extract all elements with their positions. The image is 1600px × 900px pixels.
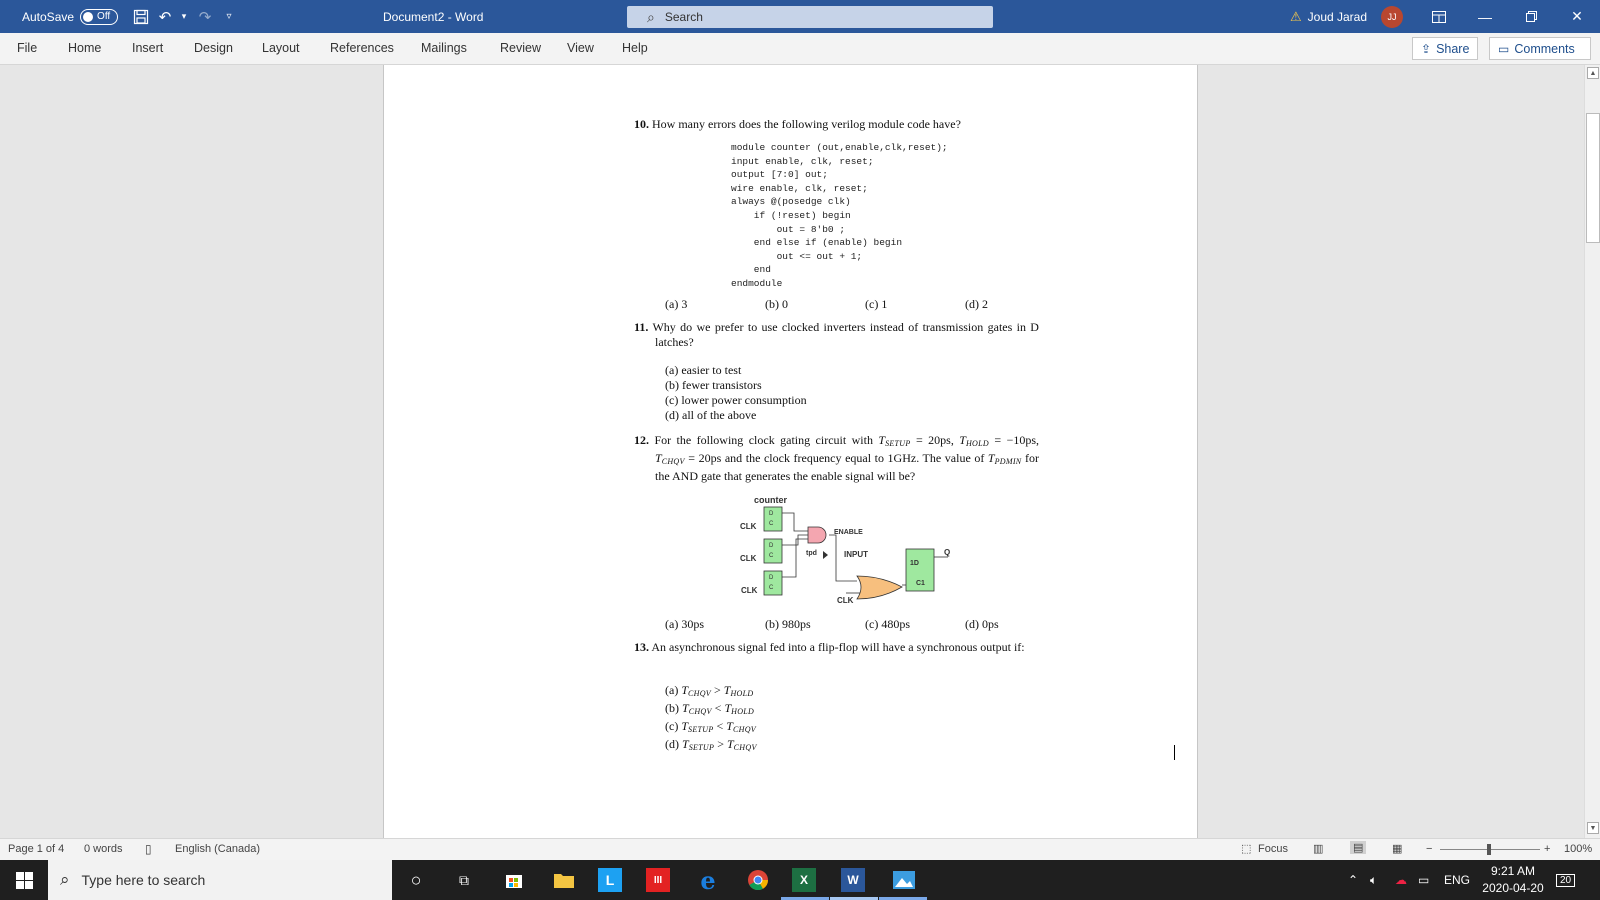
zoom-out-button[interactable]: −	[1426, 843, 1433, 855]
cortana-icon[interactable]: ○	[410, 869, 422, 890]
search-icon: ⌕	[60, 870, 70, 889]
option: (d) 0ps	[965, 617, 999, 631]
flipflop-d-label: D	[769, 543, 774, 549]
code-line: end	[731, 264, 771, 276]
comments-label: Comments	[1514, 41, 1575, 56]
undo-icon[interactable]: ↶	[158, 8, 172, 26]
tab-mailings[interactable]: Mailings	[421, 41, 467, 55]
account-area[interactable]	[1290, 0, 1403, 33]
ribbon-display-options-icon[interactable]	[1416, 0, 1462, 33]
autosave-state: Off	[97, 11, 111, 22]
math-subscript: HOLD	[965, 439, 989, 448]
code-line: end else if (enable) begin	[731, 237, 903, 249]
code-line: if (!reset) begin	[731, 209, 851, 221]
media-app-icon[interactable]: III	[646, 868, 670, 892]
share-button[interactable]	[1412, 37, 1478, 60]
excel-icon[interactable]: X	[792, 868, 816, 892]
taskbar-search-placeholder: Type here to search	[81, 872, 206, 888]
option: (a) 30ps	[665, 617, 704, 631]
question-10	[634, 117, 1039, 132]
customize-toolbar-icon[interactable]: ▿	[226, 11, 232, 22]
volume-icon[interactable]: 🔈︎	[1370, 872, 1378, 887]
clock[interactable]	[1480, 860, 1546, 900]
chrome-icon[interactable]	[744, 866, 772, 894]
tab-file[interactable]: File	[17, 41, 38, 55]
warning-icon[interactable]: ⚠	[1290, 8, 1302, 24]
code-line: input enable, clk, reset;	[731, 155, 874, 167]
question-12	[634, 433, 1039, 484]
save-icon[interactable]	[132, 8, 150, 26]
math-subscript: SETUP	[885, 439, 911, 448]
status-bar	[0, 838, 1600, 860]
word-count[interactable]: 0 words	[84, 843, 123, 855]
option: (b) fewer transistors	[665, 378, 762, 392]
option: (b) 980ps	[765, 617, 811, 631]
taskbar	[0, 860, 1600, 900]
page-count[interactable]: Page 1 of 4	[8, 843, 65, 855]
share-label: Share	[1436, 41, 1470, 56]
tab-help[interactable]: Help	[622, 41, 648, 55]
document-title: Document2 - Word	[383, 9, 484, 24]
tab-home[interactable]: Home	[68, 41, 102, 55]
q10-options	[665, 297, 1065, 312]
title-bar	[0, 0, 1600, 33]
undo-dropdown-icon[interactable]: ▾	[181, 11, 187, 21]
verilog-code	[731, 141, 948, 291]
counter-label: counter	[754, 495, 788, 505]
zoom-level[interactable]: 100%	[1564, 843, 1593, 855]
notification-count: 20	[1556, 874, 1575, 887]
option: (c) lower power consumption	[665, 393, 807, 407]
proofing-icon[interactable]: ▯	[145, 842, 152, 856]
print-layout-icon[interactable]: ▤	[1350, 841, 1366, 854]
tab-design[interactable]: Design	[194, 41, 233, 55]
tab-insert[interactable]: Insert	[132, 41, 164, 55]
input-language[interactable]: ENG	[1444, 873, 1471, 887]
focus-label[interactable]: Focus	[1258, 843, 1288, 855]
read-mode-icon[interactable]: ▥	[1313, 843, 1324, 855]
minimize-button[interactable]: —	[1478, 8, 1492, 25]
share-icon: ⇪	[1421, 41, 1432, 56]
option: (a) $T_{CHQV} > T_{HOLD}$	[665, 683, 754, 698]
flipflop-c-label: C	[769, 521, 774, 527]
comment-icon: ▭	[1498, 41, 1510, 56]
clock-date: 2020-04-20	[1482, 881, 1544, 895]
question-number: 11.	[634, 320, 649, 334]
restore-button[interactable]	[1508, 0, 1554, 33]
question-number: 13.	[634, 640, 649, 654]
close-button[interactable]: ✕	[1571, 8, 1583, 24]
language[interactable]: English (Canada)	[175, 843, 260, 855]
tpd-arrow-icon	[823, 551, 828, 559]
search-box[interactable]	[627, 6, 993, 28]
tab-layout[interactable]: Layout	[262, 41, 300, 55]
search-placeholder: Search	[664, 10, 703, 24]
comments-button[interactable]	[1489, 37, 1591, 60]
option: (c) $T_{SETUP} < T_{CHQV}$	[665, 719, 756, 734]
flipflop-1d-label: 1D	[910, 560, 919, 567]
user-name: Joud Jarad	[1307, 9, 1368, 24]
option: (c) 480ps	[865, 617, 910, 631]
show-hidden-icons-icon[interactable]: ⌃	[1348, 873, 1359, 887]
enable-label: ENABLE	[834, 529, 863, 536]
flipflop-c-label: C	[769, 585, 774, 591]
zoom-in-button[interactable]: +	[1544, 843, 1551, 855]
option: (b) $T_{CHQV} < T_{HOLD}$	[665, 701, 755, 716]
code-line: module counter (out,enable,clk,reset);	[731, 142, 948, 153]
scroll-up-icon[interactable]: ▲	[1587, 67, 1599, 79]
question-number: 12.	[634, 433, 649, 447]
question-text: = 20ps and the clock frequency equal to 1GHz. The value of	[684, 451, 988, 465]
question-text: Why do we prefer to use clocked inverters instead of transmission gates in D latches?	[652, 320, 1039, 349]
code-line: out <= out + 1;	[731, 250, 863, 262]
scrollbar-thumb[interactable]	[1586, 113, 1600, 243]
clock-gating-circuit	[724, 493, 964, 613]
tab-view[interactable]: View	[567, 41, 594, 55]
word-icon[interactable]: W	[841, 868, 865, 892]
or-gate	[857, 576, 902, 599]
autosave-group	[22, 0, 118, 33]
option: (a) 3	[665, 297, 688, 311]
code-line: wire enable, clk, reset;	[731, 182, 868, 194]
math-symbol: T	[959, 433, 966, 447]
file-explorer-icon[interactable]	[550, 866, 578, 894]
math-subscript: PDMIN	[994, 457, 1022, 466]
tab-review[interactable]: Review	[500, 41, 541, 55]
tab-references[interactable]: References	[330, 41, 394, 55]
battery-icon[interactable]: ▭	[1418, 873, 1430, 887]
search-icon: ⌕	[647, 8, 655, 25]
tpd-label: tpd	[806, 550, 817, 557]
code-line: output [7:0] out;	[731, 169, 828, 181]
question-text: For the following clock gating circuit with	[654, 433, 879, 447]
ribbon-tabs	[0, 33, 1600, 65]
option: (d) all of the above	[665, 408, 757, 422]
clk-label: CLK	[740, 554, 757, 563]
q-label: Q	[944, 548, 951, 557]
autosave-toggle[interactable]	[80, 9, 118, 25]
scroll-down-icon[interactable]: ▼	[1587, 822, 1599, 834]
code-line: out = 8'b0 ;	[731, 223, 846, 235]
windows-start-icon[interactable]	[16, 872, 33, 894]
document-area[interactable]	[0, 65, 1584, 838]
document-page[interactable]	[383, 65, 1198, 838]
clk-label: CLK	[741, 586, 758, 595]
q13-options	[665, 683, 757, 755]
math-symbol: T	[655, 451, 662, 465]
question-text: An asynchronous signal fed into a flip-flop will have a synchronous output if:	[651, 640, 1025, 654]
clk-label: CLK	[837, 596, 854, 605]
flipflop-c-label: C	[769, 553, 774, 559]
store-icon[interactable]	[500, 866, 528, 894]
clock-time: 9:21 AM	[1490, 864, 1536, 878]
zoom-slider-thumb[interactable]	[1487, 844, 1491, 855]
math-symbol: T	[987, 451, 995, 465]
and-gate	[808, 527, 826, 543]
question-text: = 20ps,	[910, 433, 960, 447]
l-app-icon[interactable]: L	[598, 868, 622, 892]
photos-icon[interactable]	[890, 866, 918, 894]
toggle-knob	[83, 12, 93, 22]
question-text: How many errors does the following verilog module code have?	[652, 117, 961, 131]
avatar[interactable]: JJ	[1381, 6, 1403, 28]
network-icon[interactable]: ☁︎	[1395, 873, 1407, 887]
option: (d) $T_{SETUP} > T_{CHQV}$	[665, 737, 757, 752]
question-text: = −10ps,	[988, 433, 1040, 447]
taskbar-search[interactable]	[48, 860, 392, 900]
task-view-icon[interactable]: ⧉	[459, 871, 469, 888]
autosave-label: AutoSave	[22, 9, 75, 24]
question-13	[634, 640, 1039, 655]
question-text: for the AND gate that generates the enable signal will be?	[655, 451, 1040, 483]
focus-icon[interactable]: ⬚	[1241, 843, 1252, 855]
code-line: endmodule	[731, 277, 783, 289]
clk-label: CLK	[740, 522, 757, 531]
flipflop-c1-label: C1	[916, 580, 925, 587]
option: (b) 0	[765, 297, 788, 311]
edge-icon[interactable]: e	[700, 865, 716, 895]
question-number: 10.	[634, 117, 649, 131]
flipflop-d-label: D	[769, 511, 774, 517]
flipflop-d-label: D	[769, 575, 774, 581]
vertical-scrollbar[interactable]	[1584, 65, 1600, 838]
code-line: always @(posedge clk)	[731, 196, 851, 208]
option: (c) 1	[865, 297, 888, 311]
option: (d) 2	[965, 297, 988, 311]
q11-options	[665, 363, 807, 423]
text-cursor	[1174, 745, 1175, 760]
redo-icon[interactable]: ↷	[198, 8, 212, 26]
q12-options	[665, 617, 1065, 632]
math-symbol: T	[878, 433, 886, 447]
input-label: INPUT	[844, 550, 868, 559]
option: (a) easier to test	[665, 363, 742, 377]
question-11	[634, 320, 1039, 350]
notifications-icon[interactable]	[1556, 860, 1575, 900]
web-layout-icon[interactable]: ▦	[1392, 843, 1403, 855]
math-subscript: CHQV	[661, 457, 685, 466]
